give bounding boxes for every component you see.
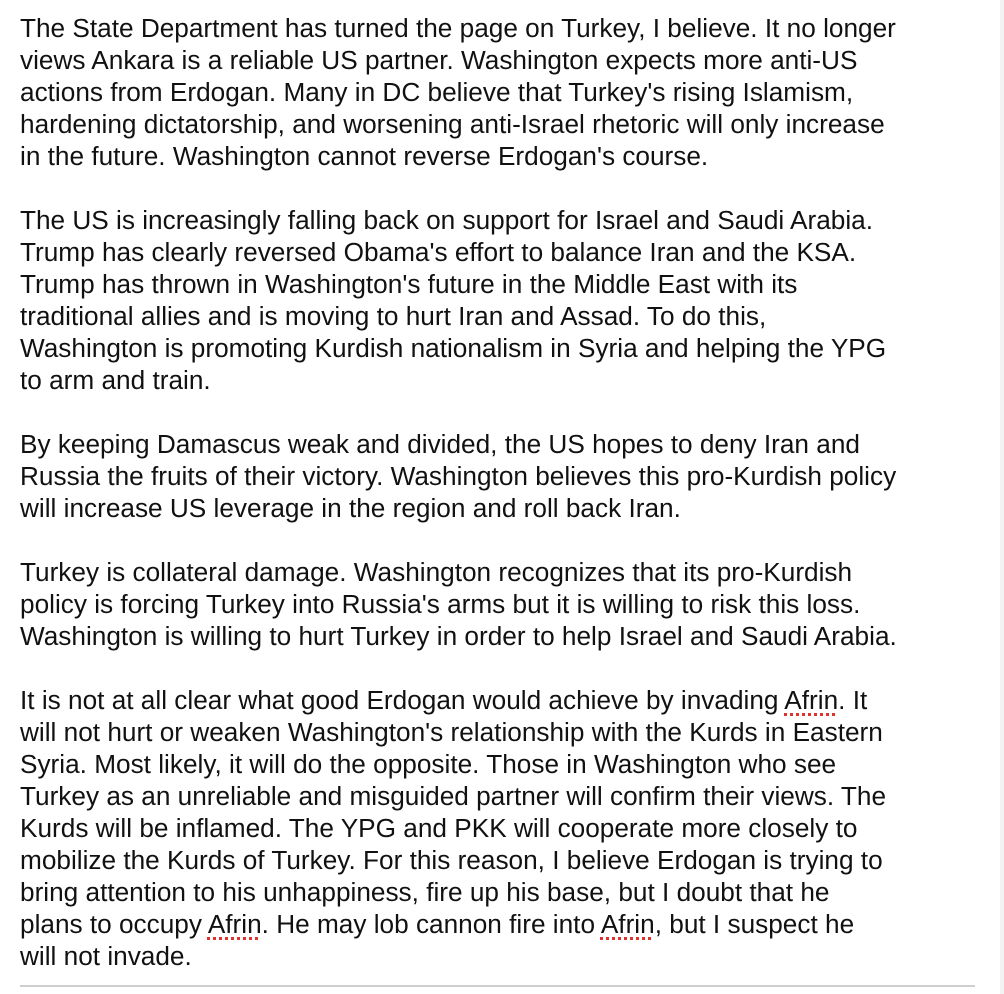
misspelled-word[interactable]: Afrin (207, 909, 262, 939)
paragraph: Turkey is collateral damage. Washington recognizes that its pro-Kurdish policy is forcing Turkey into Russia's arms but it is willing to risk this loss. Washington is willing to hurt Turkey in order to help Israel and Saudi Arabia. (20, 557, 897, 651)
paragraph: The State Department has turned the page on Turkey, I believe. It no longer views Ankara is a reliable US partner. Washington expects more anti-US actions from Erdogan. Many in DC believe that Turkey's rising Islamism, hardening dictatorship, and worsening anti-Israel rhetoric will only increase in the future. Washington cannot reverse Erdogan's course. (20, 13, 896, 171)
misspelled-word[interactable]: Afrin (784, 685, 839, 715)
text-run: . It will not hurt or weaken Washington's relationship with the Kurds in Eastern Syria. Most likely, it will do the opposite. Those in Washington who see Turkey as an unreliable and misguided partner will confirm their views. The Kurds will be inflamed. The YPG and PKK will cooperate more closely to mobilize the Kurds of Turkey. For this reason, I believe Erdogan is trying to bring attention to his unhappiness, fire up his base, but I doubt that he plans to occupy (20, 685, 887, 939)
paragraph-last (20, 684, 990, 972)
misspelled-word[interactable]: Afrin (600, 909, 655, 939)
paragraph: The US is increasingly falling back on support for Israel and Saudi Arabia. Trump has clearly reversed Obama's effort to balance Iran and the KSA. Trump has thrown in Washington's future in the Middle East with its traditional allies and is moving to hurt Iran and Assad. To do this, Washington is promoting Kurdish nationalism in Syria and helping the YPG to arm and train. (20, 205, 887, 395)
bottom-divider (20, 985, 975, 987)
text-run: It is not at all clear what good Erdogan would achieve by invading (20, 685, 785, 715)
scrollbar-track[interactable] (1000, 0, 1004, 994)
paragraph: By keeping Damascus weak and divided, the US hopes to deny Iran and Russia the fruits of their victory. Washington believes this pro-Kurdish policy will increase US leverage in the region and roll back Iran. (20, 429, 897, 523)
text-run: . He may lob cannon fire into (261, 909, 601, 939)
document-body (20, 12, 990, 972)
text-run: , but I suspect he will not invade. (20, 909, 855, 971)
